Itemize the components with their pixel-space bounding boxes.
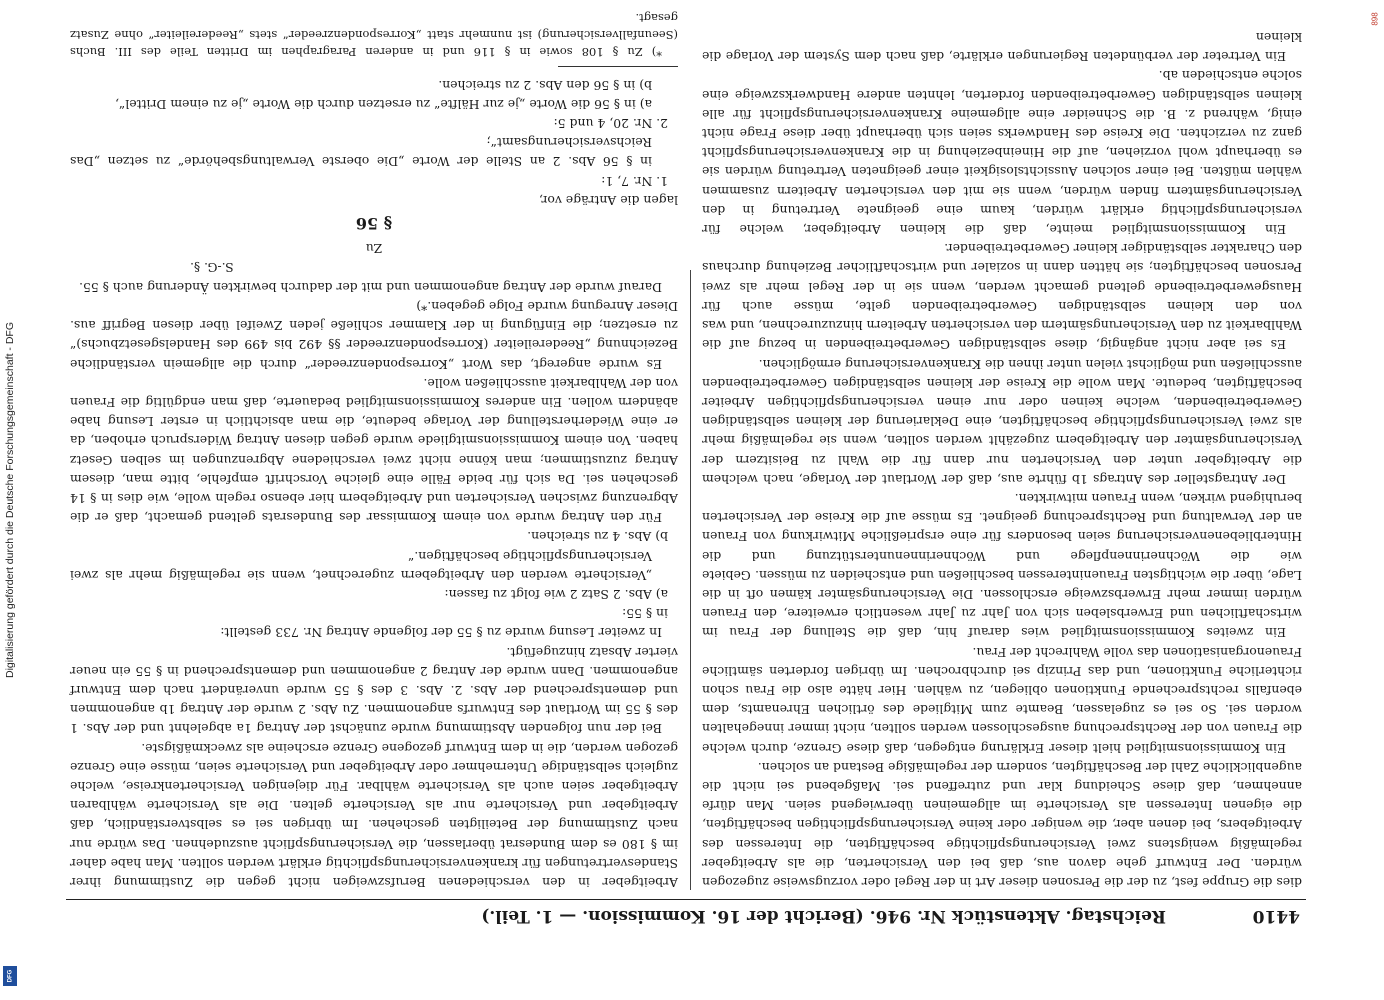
motion-2: 2. Nr. 20, 4 und 5: (553, 116, 668, 132)
motion-2b: b) in § 56 den Abs. 2 zu streichen. (438, 77, 652, 93)
paragraph: Ein zweites Kommissionsmitglied wies darauf hin, daß die Stellung der Frau im wirtschaftlichen und Erwerbsleben sich von Jahr zu Jahr wesentlich erweitere, den Frauen würden immer mehr Erwerbszweige erschlossen. Die Versicherungsämter kämen oft in die Lage, über die wichtigsten Fraueninteressen beschließen und entscheiden zu müssen. Gebiete wie die Wöchnerinnenpflege und Wöchnerinnenunterstützung und die Hinterbliebenenversicherung seien besonders für eine ersprießliche Mitwirkung von Frauen an der Verwaltung und Rechtsprechung geeignet. Es müsse auf die Kreise der Versicherten beruhigend wirken, wenn Frauen mitwirkten. (702, 490, 1302, 641)
paragraph: dies die Gruppe fest, zu der die Personen dieser Art in der Regel oder vorzugsweise zugezogen würden. Der Entwurf gehe davon aus, daß bei den Versicherten, die als Arbeitgeber regelmäßig wenigstens zwei Versicherungspflichtige beschäftigten, die Interessen des Arbeitgebers, bei denen aber, die weniger oder keine Versicherungspflichtigen beschäftigten, die eigenen Interessen als Versicherte im allgemeinen überwiegend seien. Man dürfe annehmen, daß diese Scheidung klar und zutreffend sei. Maßgebend sei nicht die augenblickliche Zahl der Beschäftigten, sondern der regelmäßige Bestand an solchen. (702, 759, 1302, 890)
footnote-separator (558, 66, 678, 67)
signature: S.-G. §. (190, 260, 234, 276)
paragraph: Bei der nun folgenden Abstimmung wurde zunächst der Antrag 1a abgelehnt und der Abs. 1 des § 55 im Wortlaut des Entwurfs angenommen. Zu Abs. 2 wurde der Antrag 1b angenommen und dementsprechend der Abs. 2. Abs. 3 des § 55 wurde unverändert nach dem Entwurf angenommen. Dann wurde der Antrag 2 angenommen und dementsprechend in § 55 ein neuer vierter Absatz hinzugefügt. (70, 644, 678, 737)
page-header (66, 899, 1306, 930)
paragraph: Es wurde angeregt, das Wort „Korrespondenzreeder“ durch die allgemein verständliche Bezeichnung „Reedereileiter (Korrespondenzreeder §§ 492 bis 499 des Handelsgesetzbuchs)“ zu ersetzen; die Einfügung in der Klammer schließe jeden Zweifel über diesen Begriff aus. Dieser Anregung wurde Folge gegeben.*) (70, 298, 678, 372)
footnote: *) Zu § 108 sowie in § 116 und in anderen Paragraphen im Dritten Teile des III. Buchs (Seeunfallversicherung) ist nunmehr statt „Korrespondenzreeder“ stets „Reedereileiter“ ohne Zusatz gesagt. (70, 11, 678, 60)
amendment-b: b) Abs. 4 zu streichen. (527, 529, 668, 545)
motions-intro: lagen die Anträge vor, (538, 192, 678, 208)
motion-1: 1. Nr. 7, 1: (601, 173, 668, 189)
column-divider (690, 270, 691, 890)
amendment-head: in § 55: (622, 606, 668, 622)
motion-1-text: in § 56 Abs. 2 an Stelle der Worte „Die oberste Verwaltungsbehörde“ zu setzen „Das Reichsversicherungsamt“; (70, 135, 652, 170)
section-sign: Zu (365, 241, 383, 257)
section-heading: § 56 (355, 214, 393, 234)
left-text-column (702, 30, 1302, 892)
amendment-a: a) Abs. 2 Satz 2 wie folgt zu fassen: (444, 586, 668, 602)
paragraph: Ein Kommissionsmitglied meinte, daß die kleinen Arbeitgeber, welche für versicherungspflichtig erklärt würden, kaum eine geeignete Vertretung in den Versicherungsämtern finden würden, wenn sie mit den versicherten Arbeitern zusammen wählen müßten. Bei einer solchen Aussichtslosigkeit einer geeigneten Vertretung würden sie es überhaupt wohl vorziehen, auf die Hineinbeziehung in die Krankenversicherungspflicht ganz zu verzichten. Die Kreise des Handwerks seien sich überhaupt über diese Frage nicht einig, während z. B. die Schneider eine allgemeine Krankenversicherungspflicht für alle kleinen selbständigen Gewerbetreibenden forderten, lehnten andere Handwerkszweige eine solche entschieden ab. (702, 68, 1302, 238)
amendment-quote: „Versicherte werden den Arbeitgebern zugerechnet, wenn sie regelmäßig mehr als zwei Versicherungspflichtige beschäftigen.“ (70, 548, 652, 583)
funding-caption: Digitalisierung gefördert durch die Deutsche Forschungsgemeinschaft - DFG (4, 321, 16, 679)
paragraph: Es sei aber nicht angängig, diese selbständigen Gewerbetreibenden in bezug auf die Wahlbarkeit zu den Versicherungsämtern den versicherten Arbeitern hinzuzurechnen, und was von den kleinen selbständigen Gewerbetreibenden gelte, müsse auch für Hausgewerbetreibende geltend gemacht werden, wenn sie in der Regel mehr als zwei Personen beschäftigten; sie hätten dann in sozialer und wirtschaftlicher Beziehung durchaus den Charakter selbständiger kleiner Gewerbetreibender. (702, 241, 1302, 353)
paragraph: Ein Vertreter der verbündeten Regierungen erklärte, daß nach dem System der Vorlage die kleinen (702, 30, 1302, 65)
page-corner-mark: 898 (1370, 12, 1380, 26)
paragraph: Darauf wurde der Antrag angenommen und mit der dadurch bewirkten Änderung auch § 55. (79, 279, 662, 295)
paragraph: Für den Antrag wurde von einem Kommissar des Bundesrats geltend gemacht, daß er die Abgrenzung zwischen Versicherten und Arbeitgebern hier ebenso regeln wolle, wie dies in § 14 geschehen sei. Da sich für beide Fälle eine gleiche Vorschrift empfehle, bitte man, diesem Antrag zuzustimmen; man könne nicht zwei verschiedene Abgrenzungen im selben Gesetz haben. Von einem Kommissionsmitgliede wurde gegen diesen Antrag Widerspruch erhoben, da er eine Wiederherstellung der Vorlage bedeute, die man absichtlich in erster Lesung habe abändern wollen. Ein anderes Kommissionsmitglied bedauerte, daß man endgültig die Frauen von der Wahlbarkeit ausschließen wolle. (70, 375, 678, 526)
paragraph: Ein Kommissionsmitglied hielt dieser Erklärung entgegen, daß diese Grenze, durch welche die Frauen von der Rechtsprechung ausgeschlossen werden sollten, nicht immer innegehalten worden sei. So sei es zugelassen, Beamte zum Mitgliede des örtlichen Ehrenamts, dem ebenfalls rechtsprechende Funktionen obliegen, zu wählen. Hier hätte also die Frau schon richterliche Funktionen, und das Prinzip sei durchbrochen. Im übrigen forderten sämtliche Frauenorganisationen das volle Wahlrecht der Frau. (702, 644, 1302, 756)
side-caption (2, 0, 18, 1000)
right-text-column (70, 11, 678, 892)
rotated-page-content (66, 11, 1306, 930)
scanned-page (66, 11, 1306, 930)
page-number: 4410 (1252, 906, 1300, 926)
paragraph: Der Antragsteller des Antrags 1b führte aus, daß der Wortlaut der Vorlage, nach welchem die Arbeitgeber unter den Versicherten nur dann für die Wahl zu Beisitzern der Versicherungsämter den Arbeitgebern zugezählt werden sollten, wenn sie regelmäßig mehr als zwei Versicherungspflichtige beschäftigten, eine Deklarierung der kleinen selbständigen Gewerbetreibenden, welche keinen oder nur einen versicherungspflichtigen Arbeiter beschäftigten, bedeute. Man wolle die Kreise der kleinen selbständigen Gewerbetreibenden ausschließen und möglichst vielen unter ihnen die Krankenversicherung ermöglichen. (702, 356, 1302, 487)
dfg-logo-icon: DFG (3, 966, 17, 986)
paragraph: Arbeitgeber in den verschiedenen Berufszweigen nicht gegen die Zustimmung ihrer Standesvertretungen für krankenversicherungspflichtig erklärt werden sollten. Man habe daher im § 180 es dem Bundesrat überlassen, die Versicherungspflicht auszudehnen. Das würde nur nach Zustimmung der Beteiligten geschehen. Im übrigen sei es selbstverständlich, daß Arbeitgeber und Versicherte nur als Versicherte gelten. Die als Versicherte wählbaren Arbeitgeber seien auch als Versicherte wählbar. Für diejenigen Versichertenkreise, welche zugleich selbständige Unternehmer oder Arbeitgeber und Versicherte seien, müsse eine Grenze gezogen werden, die in dem Entwurf gezogene Grenze erscheine als zweckmäßigste. (70, 740, 678, 890)
second-reading-intro: In zweiter Lesung wurde zu § 55 der folgende Antrag Nr. 733 gestellt: (220, 625, 662, 641)
running-title: Reichstag. Aktenstück Nr. 946. (Bericht der 16. Kommission. — 1. Teil.) (481, 906, 1166, 926)
motion-2a: a) in § 56 die Worte „je zur Hälfte“ zu ersetzen durch die Worte „je zu einem Drittel“, (115, 96, 652, 112)
